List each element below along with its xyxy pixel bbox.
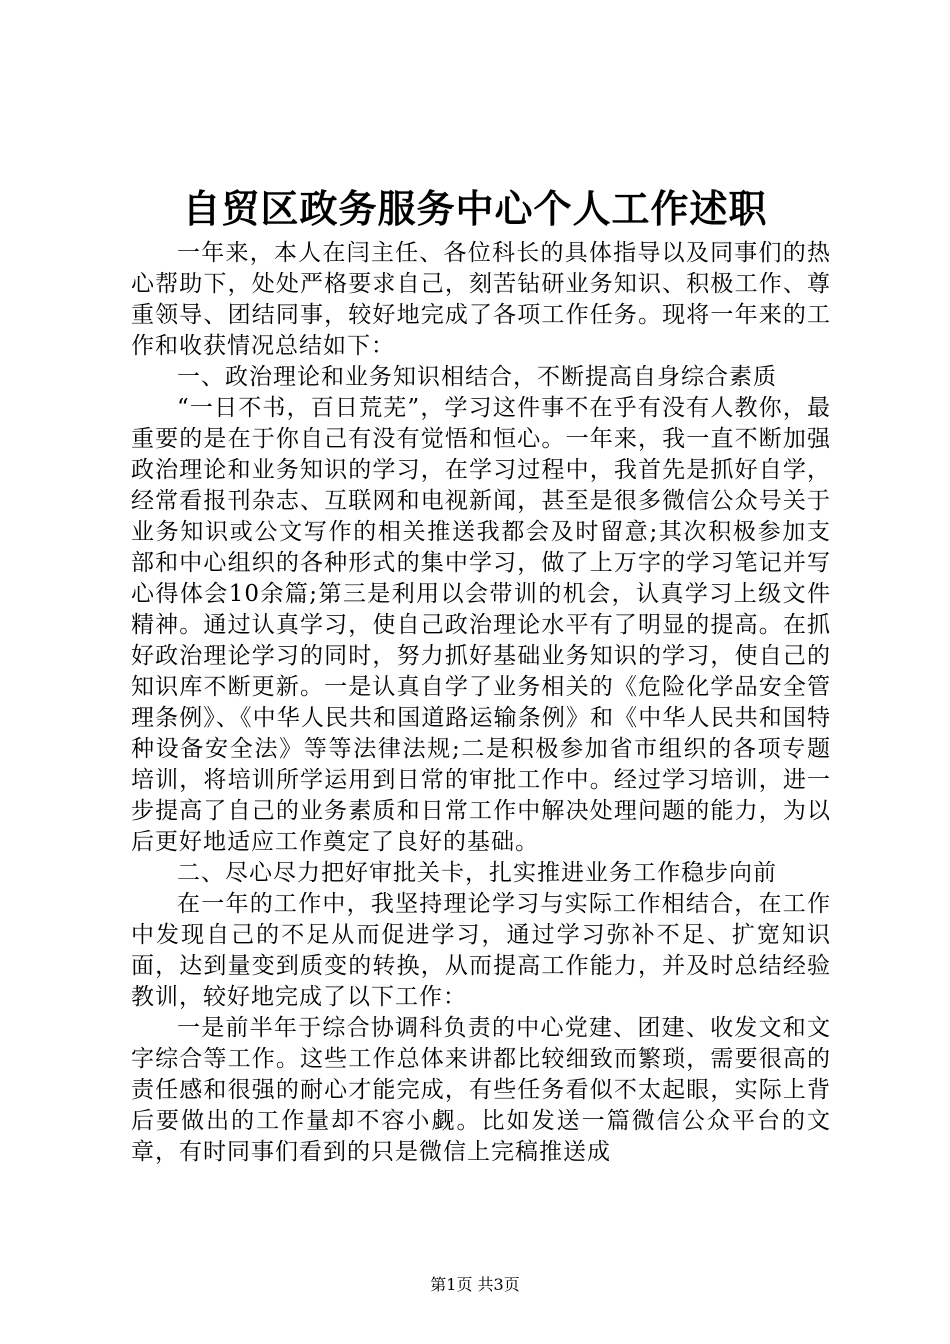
paragraph-work: 在一年的工作中，我坚持理论学习与实际工作相结合，在工作中发现自己的不足从而促进学习，通过学习弥补不足、扩宽知识面，达到量变到质变的转换，从而提高工作能力，并及时总结经验教训，较好地完成了以下工作： bbox=[131, 891, 831, 1010]
paragraph-first-task: 一是前半年于综合协调科负责的中心党建、团建、收发文和文字综合等工作。这些工作总体来讲都比较细致而繁琐，需要很高的责任感和很强的耐心才能完成，有些任务看似不太起眼，实际上背后要做出的工作量却不容小觑。比如发送一篇微信公众平台的文章，有时同事们看到的只是微信上完稿推送成 bbox=[131, 1015, 831, 1165]
page-footer: 第1页 共3页 bbox=[430, 1275, 520, 1294]
paragraph-study: “一日不书，百日荒芜”，学习这件事不在乎有没有人教你，最重要的是在于你自己有没有觉悟和恒心。一年来，我一直不断加强政治理论和业务知识的学习，在学习过程中，我首先是抓好自学，经常看报刊杂志、互联网和电视新闻，甚至是很多微信公众号关于业务知识或公文写作的相关推送我都会及时留意;其次积极参加支部和中心组织的各种形式的集中学习，做了上万字的学习笔记并写心得体会10余篇;第三是利用以会带训的机会，认真学习上级文件精神。通过认真学习，使自己政治理论水平有了明显的提高。在抓好政治理论学习的同时，努力抓好基础业务知识的学习，使自己的知识库不断更新。一是认真自学了业务相关的《危险化学品安全管理条例》、《中华人民共和国道路运输条例》和《中华人民共和国特种设备安全法》等等法律法规;二是积极参加省市组织的各项专题培训，将培训所学运用到日常的审批工作中。经过学习培训，进一步提高了自己的业务素质和日常工作中解决处理问题的能力，为以后更好地适应工作奠定了良好的基础。 bbox=[131, 395, 831, 855]
section-heading-2: 二、尽心尽力把好审批关卡，扎实推进业务工作稳步向前 bbox=[177, 860, 777, 886]
document-title: 自贸区政务服务中心个人工作述职 bbox=[182, 186, 768, 231]
document-body bbox=[131, 238, 831, 1168]
section-heading-1: 一、政治理论和业务知识相结合，不断提高自身综合素质 bbox=[177, 364, 777, 390]
paragraph-intro: 一年来，本人在闫主任、各位科长的具体指导以及同事们的热心帮助下，处处严格要求自己，刻苦钻研业务知识、积极工作、尊重领导、团结同事，较好地完成了各项工作任务。现将一年来的工作和收获情况总结如下： bbox=[131, 240, 831, 359]
